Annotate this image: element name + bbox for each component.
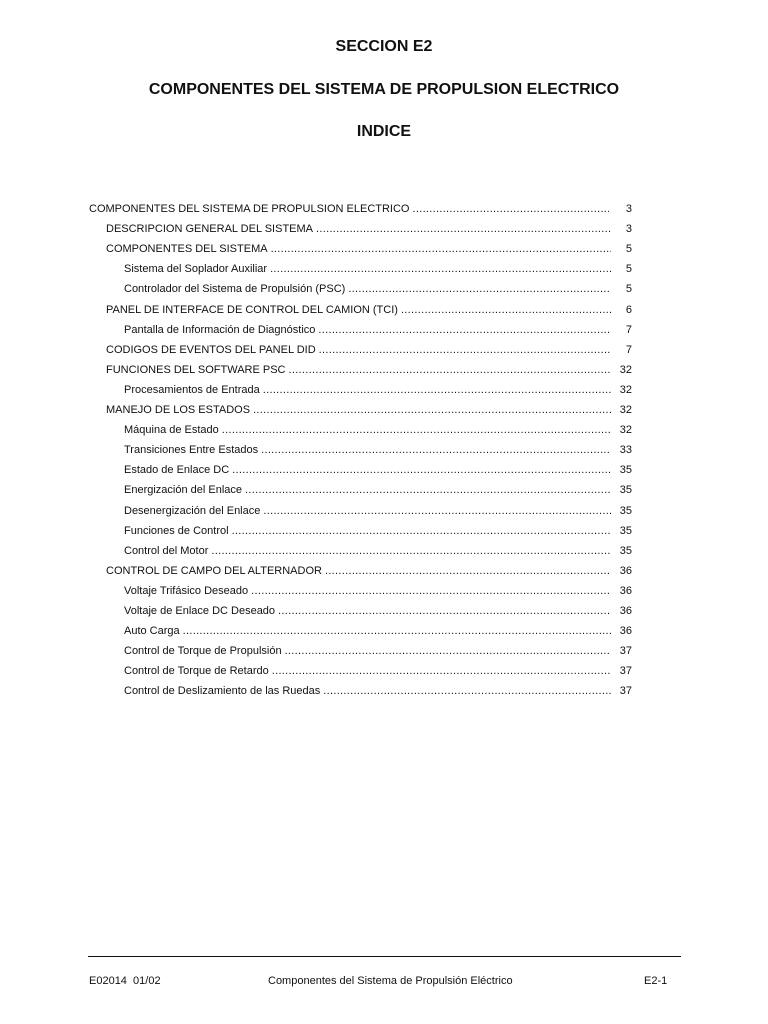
toc-entry <box>124 538 611 558</box>
toc-entry <box>124 658 611 678</box>
document-title: COMPONENTES DEL SISTEMA DE PROPULSION ELECTRICO <box>148 81 620 98</box>
toc-page-number: 6 <box>625 304 632 316</box>
toc-dot-leader <box>323 684 611 698</box>
toc-page-number: 5 <box>625 283 632 295</box>
toc-dot-leader <box>232 463 611 477</box>
toc-page-number: 37 <box>619 645 632 657</box>
toc-entry-text: Control del Motor <box>124 545 209 557</box>
toc-dot-leader <box>288 363 611 377</box>
toc-page-number: 32 <box>619 364 632 376</box>
toc-dot-leader <box>251 584 611 598</box>
toc-page-number: 5 <box>625 263 632 275</box>
toc-entry <box>106 357 611 377</box>
toc-dot-leader <box>325 564 611 578</box>
toc-dot-leader <box>261 443 611 457</box>
toc-entry <box>106 216 611 236</box>
toc-entry <box>124 377 611 397</box>
toc-dot-leader <box>401 303 611 317</box>
toc-dot-leader <box>232 524 611 538</box>
toc-page-number: 36 <box>619 565 632 577</box>
toc-page-number: 36 <box>619 585 632 597</box>
toc-entry <box>89 196 609 216</box>
toc-entry-text: FUNCIONES DEL SOFTWARE PSC <box>106 364 286 376</box>
toc-dot-leader <box>319 343 611 357</box>
toc-dot-leader <box>285 644 611 658</box>
toc-page-number: 36 <box>619 625 632 637</box>
toc-entry <box>124 578 611 598</box>
toc-entry-text: CONTROL DE CAMPO DEL ALTERNADOR <box>106 565 322 577</box>
footer-document-code: E02014 01/02 <box>89 975 161 987</box>
toc-entry-text: COMPONENTES DEL SISTEMA DE PROPULSION ELECTRICO <box>89 203 410 215</box>
toc-dot-leader <box>245 483 611 497</box>
toc-entry <box>106 297 611 317</box>
toc-page-number: 37 <box>619 685 632 697</box>
toc-dot-leader <box>183 624 611 638</box>
toc-entry-text: Desenergización del Enlace <box>124 505 261 517</box>
toc-page-number: 32 <box>619 404 632 416</box>
toc-entry <box>124 256 611 276</box>
toc-dot-leader <box>272 664 611 678</box>
toc-entry <box>124 457 611 477</box>
toc-entry <box>124 437 611 457</box>
footer-page-number: E2-1 <box>644 975 668 987</box>
toc-entry <box>124 498 611 518</box>
toc-dot-leader <box>271 242 611 256</box>
toc-entry-text: Pantalla de Información de Diagnóstico <box>124 324 316 336</box>
toc-entry-text: Voltaje Trifásico Deseado <box>124 585 249 597</box>
toc-entry <box>124 477 611 497</box>
toc-page-number: 35 <box>619 525 632 537</box>
toc-entry-text: Controlador del Sistema de Propulsión (PSC) <box>124 283 346 295</box>
toc-entry-text: Control de Torque de Retardo <box>124 665 269 677</box>
toc-page-number: 37 <box>619 665 632 677</box>
toc-entry-text: Control de Deslizamiento de las Ruedas <box>124 685 321 697</box>
toc-dot-leader <box>211 544 611 558</box>
toc-page-number: 35 <box>619 464 632 476</box>
toc-entry-text: Energización del Enlace <box>124 484 243 496</box>
toc-page-number: 3 <box>625 203 632 215</box>
toc-entry <box>124 598 611 618</box>
toc-page-number: 35 <box>619 545 632 557</box>
toc-entry-text: Procesamientos de Entrada <box>124 384 260 396</box>
toc-entry <box>124 417 611 437</box>
toc-entry <box>124 678 611 698</box>
toc-dot-leader <box>318 323 611 337</box>
toc-dot-leader <box>253 403 611 417</box>
toc-entry-text: COMPONENTES DEL SISTEMA <box>106 243 268 255</box>
toc-entry-text: Sistema del Soplador Auxiliar <box>124 263 268 275</box>
footer-title: Componentes del Sistema de Propulsión Eléctrico <box>268 975 513 987</box>
toc-dot-leader <box>222 423 611 437</box>
toc-entry-text: DESCRIPCION GENERAL DEL SISTEMA <box>106 223 314 235</box>
toc-dot-leader <box>263 504 611 518</box>
footer-divider <box>88 956 681 957</box>
toc-page-number: 5 <box>625 243 632 255</box>
toc-entry-text: Funciones de Control <box>124 525 229 537</box>
toc-dot-leader <box>263 383 611 397</box>
toc-page-number: 33 <box>619 444 632 456</box>
toc-dot-leader <box>413 202 610 216</box>
toc-entry-text: Auto Carga <box>124 625 180 637</box>
toc-dot-leader <box>270 262 611 276</box>
toc-entry <box>124 618 611 638</box>
toc-page-number: 36 <box>619 605 632 617</box>
toc-entry-text: Voltaje de Enlace DC Deseado <box>124 605 276 617</box>
toc-entry <box>106 337 611 357</box>
toc-entry <box>124 638 611 658</box>
index-heading: INDICE <box>356 123 412 140</box>
toc-entry-text: Estado de Enlace DC <box>124 464 230 476</box>
toc-page-number: 7 <box>625 324 632 336</box>
section-heading: SECCION E2 <box>335 38 433 55</box>
toc-dot-leader <box>278 604 611 618</box>
toc-entry-text: CODIGOS DE EVENTOS DEL PANEL DID <box>106 344 316 356</box>
toc-page-number: 32 <box>619 424 632 436</box>
toc-entry-text: Control de Torque de Propulsión <box>124 645 282 657</box>
toc-entry <box>124 276 611 296</box>
toc-entry-text: Transiciones Entre Estados <box>124 444 259 456</box>
toc-page-number: 35 <box>619 505 632 517</box>
toc-page-number: 32 <box>619 384 632 396</box>
toc-entry-text: MANEJO DE LOS ESTADOS <box>106 404 251 416</box>
toc-entry <box>106 236 611 256</box>
toc-dot-leader <box>316 222 611 236</box>
toc-entry-text: PANEL DE INTERFACE DE CONTROL DEL CAMION (TCI) <box>106 304 398 316</box>
toc-entry <box>124 317 611 337</box>
toc-entry <box>124 518 611 538</box>
toc-entry <box>106 397 611 417</box>
toc-dot-leader <box>348 282 611 296</box>
toc-entry-text: Máquina de Estado <box>124 424 219 436</box>
toc-page-number: 3 <box>625 223 632 235</box>
toc-entry <box>106 558 611 578</box>
toc-page-number: 35 <box>619 484 632 496</box>
toc-page-number: 7 <box>625 344 632 356</box>
